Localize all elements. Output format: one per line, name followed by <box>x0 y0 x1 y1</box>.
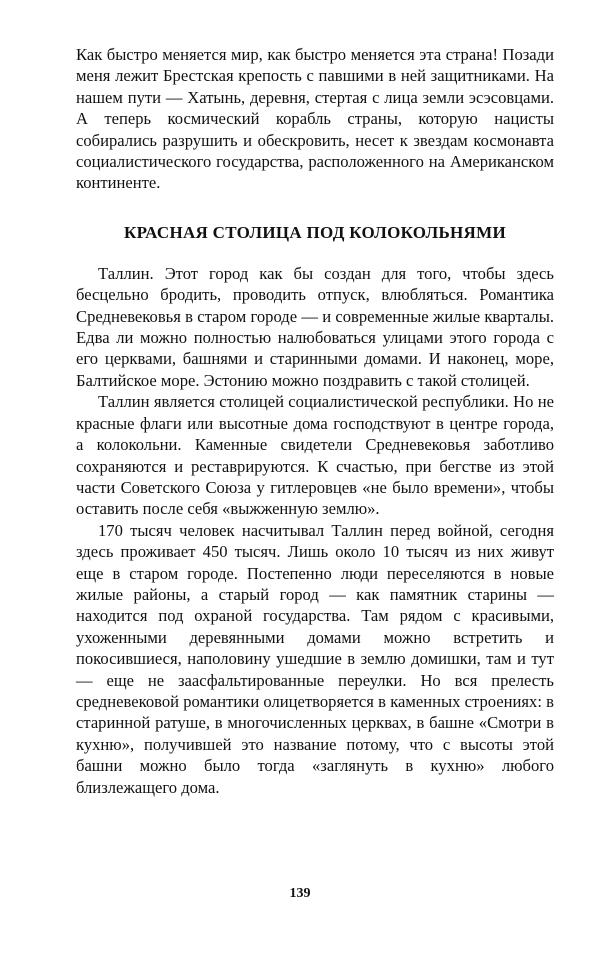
page-body <box>76 44 554 798</box>
intro-paragraph: Как быстро меняется мир, как быстро меняется эта страна! Позади меня лежит Брестская крепость с павшими в ней защитниками. На нашем пути — Хатынь, деревня, стертая с лица земли эсэсовцами. А теперь космический корабль страны, которую нацисты собирались разрушить и обескровить, несет к звездам космонавта социалистического государства, расположенного на Американском континенте. <box>76 45 554 193</box>
paragraph-tallinn-intro: Таллин. Этот город как бы создан для того, чтобы здесь бесцельно бродить, проводить отпуск, влюбляться. Романтика Средневековья в старом городе — и современные жилые кварталы. Едва ли можно полностью налюбоваться улицами этого города с его церквами, башнями и старинными домами. И наконец, море, Балтийское море. Эстонию можно поздравить с такой столицей. <box>76 263 554 390</box>
section-heading: КРАСНАЯ СТОЛИЦА ПОД КОЛОКОЛЬНЯМИ <box>124 222 506 242</box>
paragraph-population: 170 тысяч человек насчитывал Таллин перед войной, сегодня здесь проживает 450 тысяч. Лишь около 10 тысяч из них живут еще в старом городе. Постепенно люди переселяются в новые жилые районы, а старый город — как памятник старины — находится под охраной государства. Там рядом с красивыми, ухоженными деревянными домами можно встретить и покосившиеся, наполовину ушедшие в землю домишки, там и тут — еще не заасфальтированные переулки. Но вся прелесть средневековой романтики олицетворяется в каменных строениях: в старинной ратуше, в многочисленных церквах, в башне «Смотри в кухню», получившей это название потому, что с высоты этой башни можно было тогда «заглянуть в кухню» любого близлежащего дома. <box>76 520 554 797</box>
page-number: 139 <box>289 886 311 901</box>
paragraph-capital: Таллин является столицей социалистической республики. Но не красные флаги или высотные дома господствуют в центре города, а колокольни. Каменные свидетели Средневековья заботливо сохраняются и реставрируются. К счастью, при бегстве из этой части Советского Союза у гитлеровцев «не было времени», чтобы оставить после себя «выжженную землю». <box>76 392 554 519</box>
